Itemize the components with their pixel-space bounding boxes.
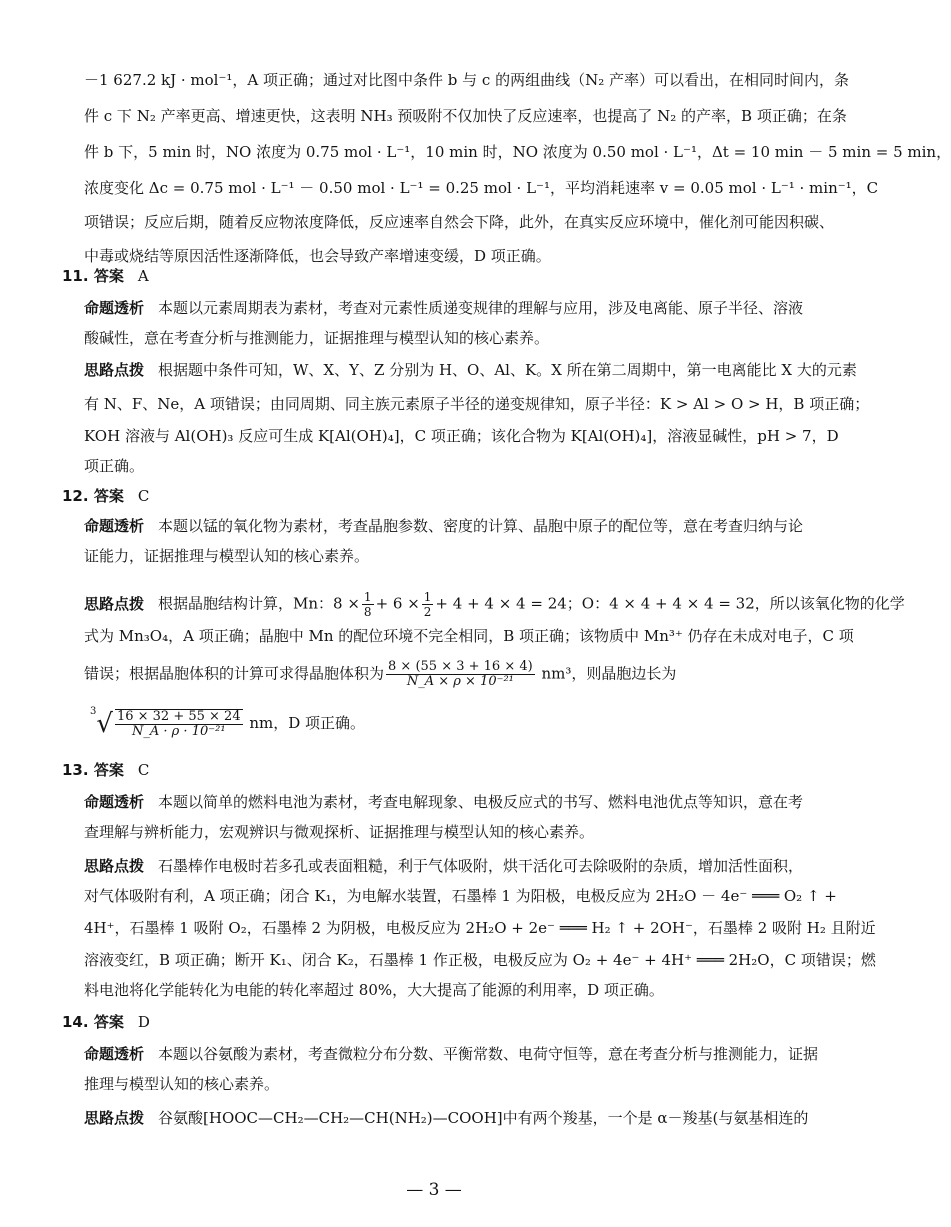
fraction-denominator: N_A · ρ · 10⁻²¹ <box>132 724 226 739</box>
question-number: 11. <box>62 267 89 285</box>
hint-text: 溶液变红，B 项正确；断开 K₁、闭合 K₂，石墨棒 1 作正极，电极反应为 O₂ + 4e⁻ + 4H⁺ ═══ 2H₂O，C 项错误；燃 <box>84 951 876 969</box>
q14-analysis <box>84 1044 819 1064</box>
fraction <box>362 590 374 619</box>
question-number: 13. <box>62 761 89 779</box>
q10-text-line: 件 b 下，5 min 时，NO 浓度为 0.75 mol · L⁻¹，10 min 时，NO 浓度为 0.50 mol · L⁻¹，Δt = 10 min － 5 min = 5 min， <box>84 143 951 161</box>
hint-text: 料电池将化学能转化为电能的转化率超过 80%，大大提高了能源的利用率，D 项正确。 <box>84 981 664 999</box>
hint-text: + 4 + 4 × 4 = 24；O：4 × 4 + 4 × 4 = 32，所以该氧化物的化学 <box>435 594 905 613</box>
hint-text: 根据晶胞结构计算，Mn：8 × <box>158 594 360 613</box>
question-number: 12. <box>62 487 89 505</box>
fraction-denominator: 8 <box>363 605 372 619</box>
fraction <box>386 660 535 689</box>
q14-header <box>62 1012 150 1032</box>
q10-text-line: 件 c 下 N₂ 产率更高、增速更快，这表明 NH₃ 预吸附不仅加快了反应速率，也提高了 N₂ 的产率，B 项正确；在条 <box>84 107 847 125</box>
hint-label: 思路点拨 <box>84 857 145 875</box>
hint-text: 项正确。 <box>84 457 145 475</box>
q11-analysis <box>84 298 804 318</box>
q10-text-line: 浓度变化 Δc = 0.75 mol · L⁻¹ － 0.50 mol · L⁻¹ = 0.25 mol · L⁻¹，平均消耗速率 v = 0.05 mol · L⁻¹ · min⁻¹，C <box>84 179 879 197</box>
fraction-numerator: 1 <box>363 590 372 604</box>
analysis-text: 查理解与辨析能力，宏观辨识与微观探析、证据推理与模型认知的核心素养。 <box>84 823 595 841</box>
answer-label: 答案 <box>93 761 124 779</box>
q14-hint <box>84 1108 809 1128</box>
hint-text: 根据题中条件可知，W、X、Y、Z 分别为 H、O、Al、K。X 所在第二周期中，第一电离能比 X 大的元素 <box>158 361 857 379</box>
hint-text: 石墨棒作电极时若多孔或表面粗糙，利于气体吸附，烘干活化可去除吸附的杂质，增加活性面积， <box>158 857 804 875</box>
analysis-text: 本题以元素周期表为素材，考查对元素性质递变规律的理解与应用，涉及电离能、原子半径、溶液 <box>158 299 804 317</box>
question-number: 14. <box>62 1013 89 1031</box>
q13-hint <box>84 856 804 876</box>
fraction-numerator: 16 × 32 + 55 × 24 <box>116 709 241 724</box>
answer-label: 答案 <box>93 267 124 285</box>
hint-text: 有 N、F、Ne，A 项错误；由同周期、同主族元素原子半径的递变规律知，原子半径：K > Al > O > H，B 项正确； <box>84 395 870 413</box>
q11-hint <box>84 360 857 380</box>
fraction-numerator: 8 × (55 × 3 + 16 × 4) <box>388 659 533 674</box>
q10-text-line: 项错误；反应后期，随着反应物浓度降低，反应速率自然会下降，此外，在真实反应环境中，催化剂可能因积碳、 <box>84 213 835 231</box>
analysis-label: 命题透析 <box>84 1045 145 1063</box>
analysis-text: 证能力，证据推理与模型认知的核心素养。 <box>84 547 370 565</box>
hint-text: nm³，则晶胞边长为 <box>541 664 677 683</box>
hint-label: 思路点拨 <box>84 361 145 379</box>
answer-value: D <box>137 1013 150 1031</box>
hint-text: 4H⁺，石墨棒 1 吸附 O₂，石墨棒 2 为阴极，电极反应为 2H₂O + 2e⁻ ═══ H₂ ↑ + 2OH⁻，石墨棒 2 吸附 H₂ 且附近 <box>84 919 876 937</box>
q12-cube-root-formula <box>90 706 365 739</box>
answer-label: 答案 <box>93 1013 124 1031</box>
hint-label: 思路点拨 <box>84 594 145 613</box>
hint-text: 对气体吸附有利，A 项正确；闭合 K₁，为电解水装置，石墨棒 1 为阳极，电极反应为 2H₂O － 4e⁻ ═══ O₂ ↑ + <box>84 887 837 905</box>
fraction <box>422 590 434 619</box>
root-index: 3 <box>90 706 97 717</box>
analysis-label: 命题透析 <box>84 517 145 535</box>
q12-analysis <box>84 516 804 536</box>
answer-label: 答案 <box>93 487 124 505</box>
analysis-label: 命题透析 <box>84 299 145 317</box>
q13-analysis <box>84 792 804 812</box>
fraction-numerator: 1 <box>423 590 432 604</box>
hint-text: + 6 × <box>375 594 420 613</box>
hint-text: KOH 溶液与 Al(OH)₃ 反应可生成 K[Al(OH)₄]，C 项正确；该化合物为 K[Al(OH)₄]，溶液显碱性，pH > 7，D <box>84 427 839 445</box>
analysis-text: 酸碱性，意在考查分析与推测能力，证据推理与模型认知的核心素养。 <box>84 329 550 347</box>
analysis-text: 推理与模型认知的核心素养。 <box>84 1075 280 1093</box>
hint-text: nm，D 项正确。 <box>249 714 366 732</box>
hint-label: 思路点拨 <box>84 1109 145 1127</box>
answer-value: C <box>137 487 150 505</box>
analysis-text: 本题以谷氨酸为素材，考查微粒分布分数、平衡常数、电荷守恒等，意在考查分析与推测能力，证据 <box>158 1045 819 1063</box>
answer-value: A <box>137 267 149 285</box>
hint-text: 错误；根据晶胞体积的计算可求得晶胞体积为 <box>84 664 385 683</box>
q12-hint <box>84 590 905 619</box>
q10-text-line: －1 627.2 kJ · mol⁻¹，A 项正确；通过对比图中条件 b 与 c 的两组曲线（N₂ 产率）可以看出，在相同时间内，条 <box>84 71 849 89</box>
q12-header <box>62 486 149 506</box>
fraction-denominator: 2 <box>423 605 432 619</box>
page-number: — 3 — <box>406 1180 462 1200</box>
analysis-text: 本题以简单的燃料电池为素材，考查电解现象、电极反应式的书写、燃料电池优点等知识，意在考 <box>158 793 804 811</box>
fraction <box>115 709 243 739</box>
answer-value: C <box>137 761 150 779</box>
analysis-label: 命题透析 <box>84 793 145 811</box>
q12-volume-formula <box>84 660 792 689</box>
radical-sign-icon: √ <box>96 709 113 739</box>
q11-header <box>62 266 149 286</box>
hint-text: 谷氨酸[HOOC—CH₂—CH₂—CH(NH₂)—COOH]中有两个羧基，一个是 α－羧基(与氨基相连的 <box>158 1109 809 1127</box>
q13-header <box>62 760 149 780</box>
hint-text: 式为 Mn₃O₄，A 项正确；晶胞中 Mn 的配位环境不完全相同，B 项正确；该物质中 Mn³⁺ 仍存在未成对电子，C 项 <box>84 627 854 645</box>
q10-text-line: 中毒或烧结等原因活性逐渐降低，也会导致产率增速变缓，D 项正确。 <box>84 247 551 265</box>
analysis-text: 本题以锰的氧化物为素材，考查晶胞参数、密度的计算、晶胞中原子的配位等，意在考查归纳与论 <box>158 517 804 535</box>
fraction-denominator: N_A × ρ × 10⁻²¹ <box>406 674 514 689</box>
